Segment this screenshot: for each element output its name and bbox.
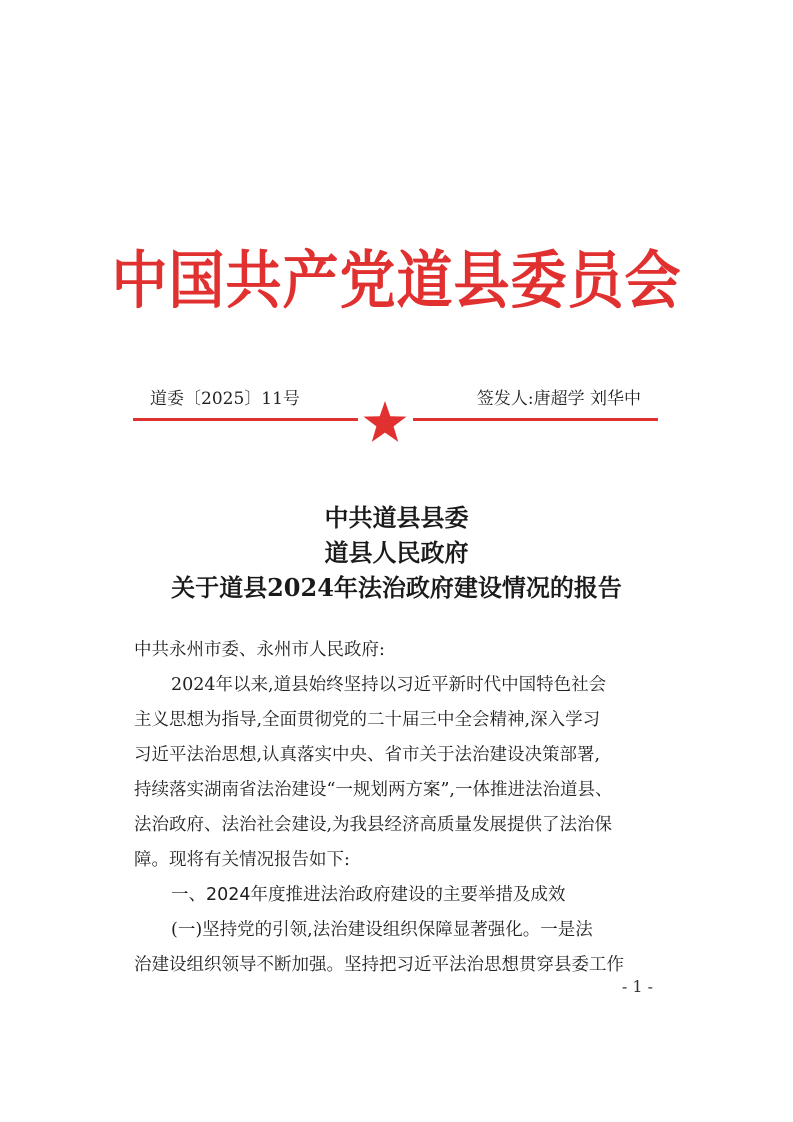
document-number: 道委〔2025〕11号 [150, 389, 300, 409]
red-rule-left [133, 418, 358, 421]
red-star-icon [362, 399, 408, 445]
body-line: 2024年以来,道县始终坚持以习近平新时代中国特色社会 [171, 675, 607, 695]
salutation: 中共永州市委、永州市人民政府: [134, 640, 385, 660]
page-number: - 1 - [621, 977, 653, 996]
body-line: 治建设组织领导不断加强。坚持把习近平法治思想贯穿县委工作 [134, 955, 624, 975]
body-line: 障。现将有关情况报告如下: [134, 850, 350, 870]
title-line-1: 中共道县县委 [324, 503, 469, 532]
title-line-3: 关于道县2024年法治政府建设情况的报告 [171, 573, 622, 602]
red-rule-right [413, 418, 658, 421]
signers: 签发人:唐超学 刘华中 [476, 389, 641, 409]
section-heading: 一、2024年度推进法治政府建设的主要举措及成效 [171, 885, 566, 905]
body-line: (一)坚持党的引领,法治建设组织保障显著强化。一是法 [171, 920, 593, 940]
masthead-title: 中国共产党道县委员会 [111, 245, 682, 318]
body-line: 习近平法治思想,认真落实中央、省市关于法治建设决策部署, [134, 745, 601, 765]
body-line: 持续落实湖南省法治建设“一规划两方案”,一体推进法治道县、 [134, 780, 613, 800]
title-line-2: 道县人民政府 [324, 538, 469, 567]
body-line: 主义思想为指导,全面贯彻党的二十届三中全会精神,深入学习 [134, 710, 601, 730]
body-line: 法治政府、法治社会建设,为我县经济高质量发展提供了法治保 [134, 815, 613, 835]
